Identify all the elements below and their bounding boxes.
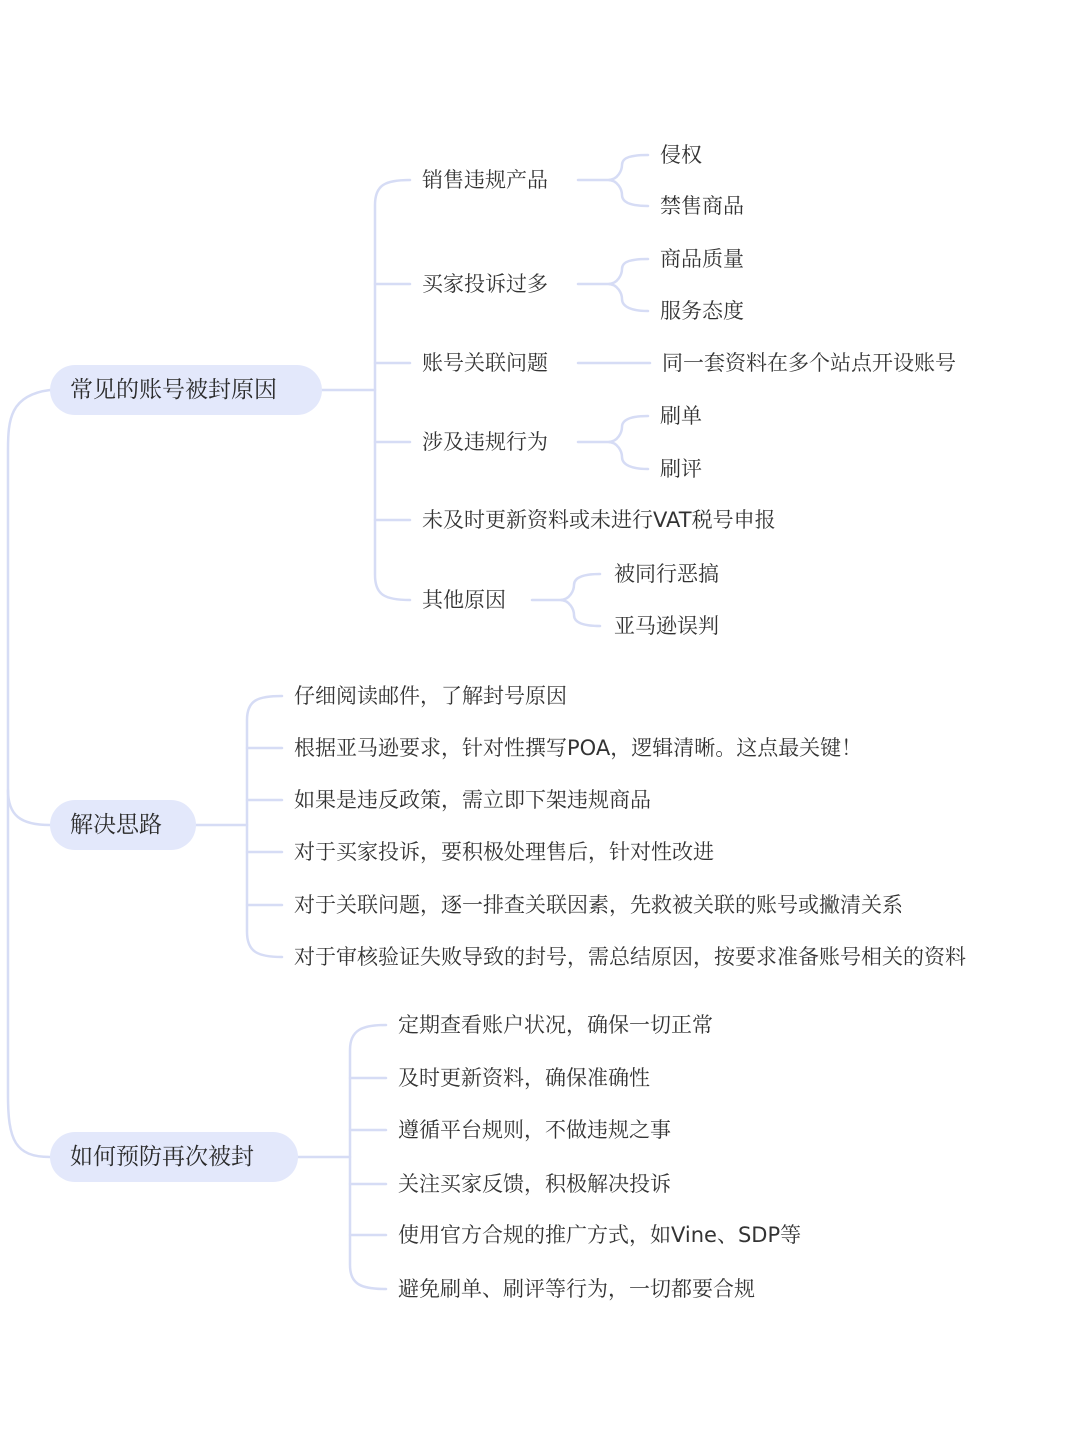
solution-item[interactable]: 仔细阅读邮件，了解封号原因: [294, 684, 567, 708]
leaf-product-quality[interactable]: 商品质量: [660, 247, 744, 271]
leaf-fake-reviews[interactable]: 刷评: [660, 457, 702, 481]
leaf-prohibited-goods[interactable]: 禁售商品: [660, 194, 744, 218]
prevention-item[interactable]: 及时更新资料，确保准确性: [398, 1066, 650, 1090]
connector-trunk: [8, 390, 50, 1157]
leaf-competitor-sabotage[interactable]: 被同行恶搞: [614, 562, 719, 586]
solution-item[interactable]: 对于审核验证失败导致的封号，需总结原因，按要求准备账号相关的资料: [294, 945, 966, 969]
topic-account-ban-reasons[interactable]: 常见的账号被封原因: [50, 365, 322, 415]
prevention-item[interactable]: 定期查看账户状况，确保一切正常: [398, 1013, 713, 1037]
branch-buyer-complaints[interactable]: 买家投诉过多: [422, 272, 548, 296]
prevention-item[interactable]: 避免刷单、刷评等行为，一切都要合规: [398, 1277, 755, 1301]
solution-item[interactable]: 如果是违反政策，需立即下架违规商品: [294, 788, 651, 812]
topic-prevention[interactable]: 如何预防再次被封: [50, 1132, 298, 1182]
topic-solutions[interactable]: 解决思路: [50, 800, 196, 850]
leaf-fake-orders[interactable]: 刷单: [660, 404, 702, 428]
solution-item[interactable]: 根据亚马逊要求，针对性撰写POA，逻辑清晰。这点最关键！: [294, 736, 863, 760]
leaf-same-info-multiple-sites[interactable]: 同一套资料在多个站点开设账号: [662, 351, 956, 375]
branch-account-association[interactable]: 账号关联问题: [422, 351, 548, 375]
connector-bracket-1: [375, 180, 410, 600]
prevention-item[interactable]: 关注买家反馈，积极解决投诉: [398, 1172, 671, 1196]
solution-item[interactable]: 对于关联问题，逐一排查关联因素，先救被关联的账号或撇清关系: [294, 893, 903, 917]
branch-vat-not-reported[interactable]: 未及时更新资料或未进行VAT税号申报: [422, 508, 776, 532]
connector-bracket-2: [247, 696, 282, 957]
connector-bracket-3: [350, 1025, 386, 1289]
prevention-item[interactable]: 遵循平台规则，不做违规之事: [398, 1118, 671, 1142]
leaf-service-attitude[interactable]: 服务态度: [660, 299, 744, 323]
leaf-infringement[interactable]: 侵权: [660, 143, 702, 167]
branch-illegal-products[interactable]: 销售违规产品: [422, 168, 548, 192]
connector-trunk-mid: [8, 790, 50, 825]
solution-item[interactable]: 对于买家投诉，要积极处理售后，针对性改进: [294, 840, 714, 864]
branch-other-reasons[interactable]: 其他原因: [422, 588, 506, 612]
branch-violations[interactable]: 涉及违规行为: [422, 430, 548, 454]
prevention-item[interactable]: 使用官方合规的推广方式，如Vine、SDP等: [398, 1223, 802, 1247]
leaf-amazon-misjudgment[interactable]: 亚马逊误判: [614, 614, 719, 638]
